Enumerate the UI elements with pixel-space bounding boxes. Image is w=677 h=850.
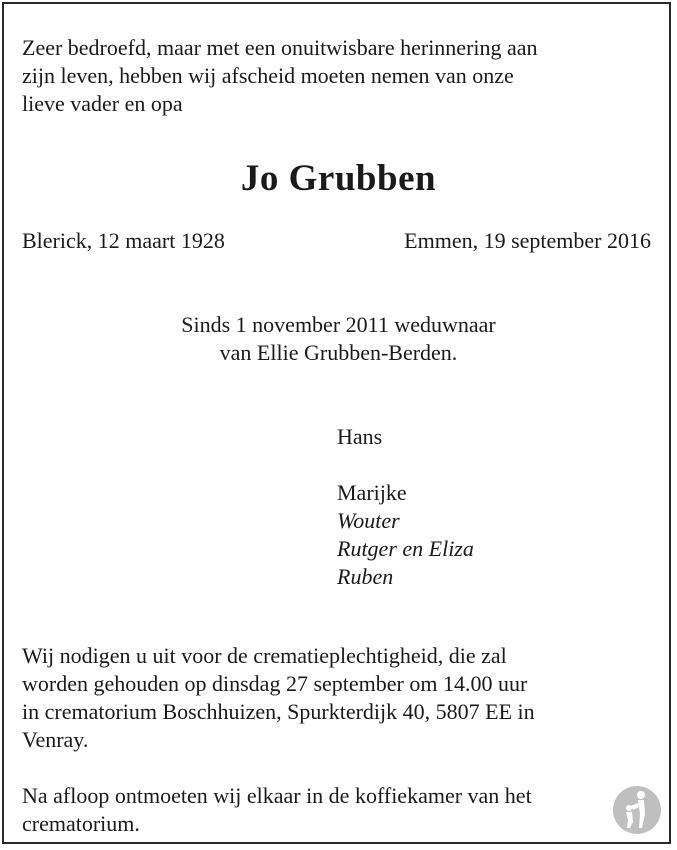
grandchild: Rutger en Eliza [337,536,474,561]
ceremony-line: worden gehouden op dinsdag 27 september om 14.00 uur [22,671,528,696]
closing-paragraph [22,782,532,838]
widower-line: van Ellie Grubben-Berden. [219,340,458,365]
family-son: Hans [337,424,383,449]
intro-line: Zeer bedroefd, maar met een onuitwisbare herinnering aan [22,35,538,60]
ceremony-line: Venray. [22,727,89,752]
ceremony-line: in crematorium Boschhuizen, Spurkterdijk 40, 5807 EE in [22,699,535,724]
family-daughter: Marijke [337,480,407,505]
widower-line: Sinds 1 november 2011 weduwnaar [181,312,496,337]
birth-place-date: Blerick, 12 maart 1928 [22,228,225,253]
closing-line: Na afloop ontmoeten wij elkaar in de koffiekamer van het [22,783,532,808]
intro-line: zijn leven, hebben wij afscheid moeten nemen van onze [22,63,514,88]
family-list [337,423,474,591]
closing-line: crematorium. [22,811,140,836]
intro-line: lieve vader en opa [22,91,183,116]
grandchild: Ruben [337,564,394,589]
ceremony-line: Wij nodigen u uit voor de crematieplechtigheid, die zal [22,643,507,668]
death-place-date: Emmen, 19 september 2016 [404,228,651,253]
ceremony-paragraph [22,642,535,754]
family-spacer [337,451,474,479]
widower-note [4,311,673,367]
obituary-card [2,2,671,844]
intro-paragraph [22,34,538,118]
memorial-seal-icon [611,784,663,836]
deceased-name: Jo Grubben [240,158,437,199]
grandchild: Wouter [337,508,400,533]
